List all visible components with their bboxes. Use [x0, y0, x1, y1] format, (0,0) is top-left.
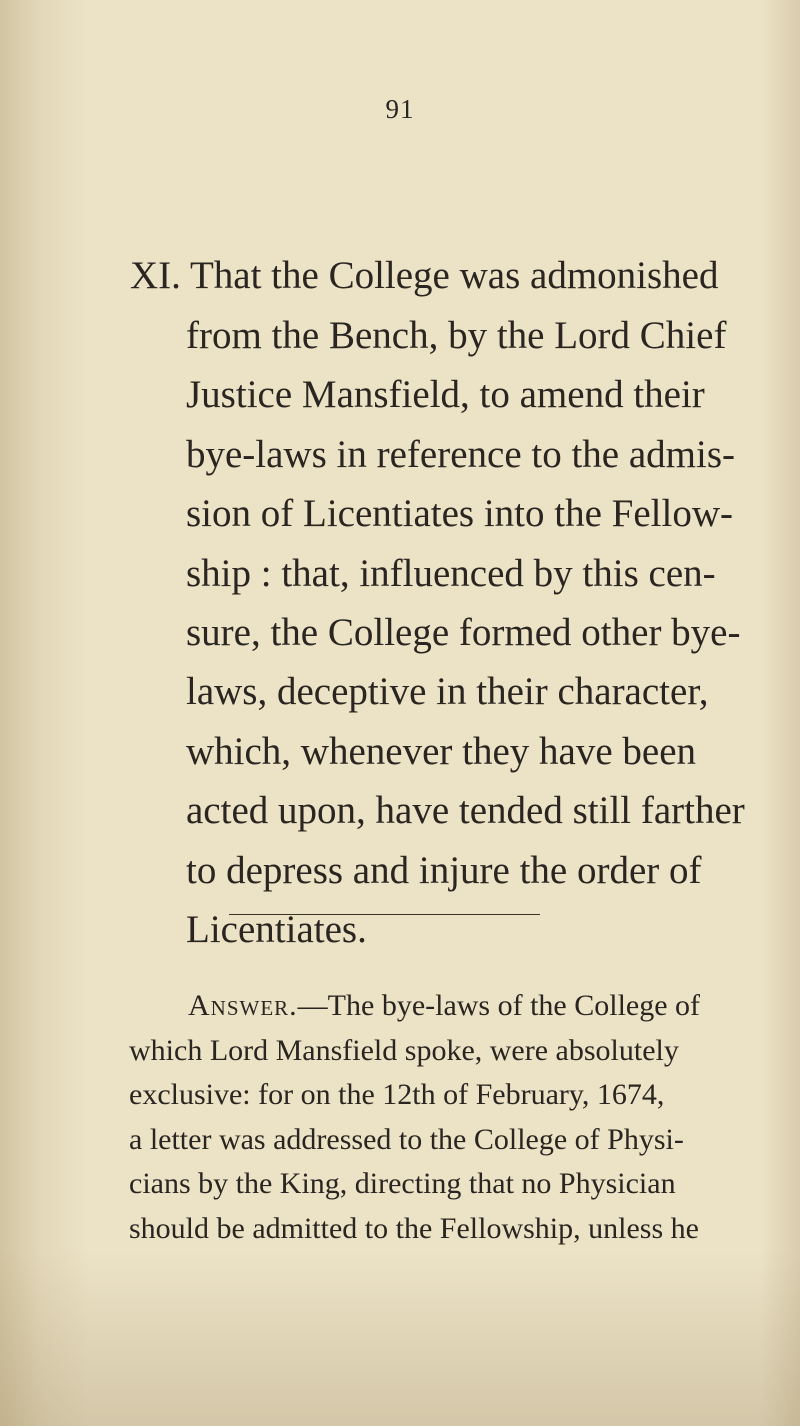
- section-line-3: Justice Mansfield, to amend their: [186, 373, 705, 416]
- section-line-12: Licentiates.: [186, 908, 367, 951]
- section-label: XI.: [130, 254, 181, 297]
- section-line-10: acted upon, have tended still farther: [186, 789, 745, 832]
- section-line-6: ship : that, influenced by this cen-: [186, 552, 716, 595]
- answer-line-2: which Lord Mansfield spoke, were absolutely: [129, 1034, 679, 1067]
- answer-label: Answer.: [188, 989, 298, 1022]
- answer-line-6: should be admitted to the Fellowship, unless he: [129, 1212, 699, 1245]
- section-divider: [229, 914, 540, 915]
- section-line-1: XI. That the College was admonished: [130, 254, 719, 297]
- answer-line-1: Answer.—The bye-laws of the College of: [188, 989, 701, 1022]
- section-line-11: to depress and injure the order of: [186, 849, 702, 892]
- section-line-5: sion of Licentiates into the Fellow-: [186, 492, 733, 535]
- section-line-8: laws, deceptive in their character,: [186, 670, 709, 713]
- page-number: 91: [385, 94, 415, 124]
- section-line-2: from the Bench, by the Lord Chief: [186, 314, 727, 357]
- section-line-7: sure, the College formed other bye-: [186, 611, 741, 654]
- answer-line-4: a letter was addressed to the College of Physi-: [129, 1123, 684, 1156]
- answer-line-3: exclusive: for on the 12th of February, 1674,: [129, 1078, 665, 1111]
- section-line-4: bye-laws in reference to the admis-: [186, 433, 736, 476]
- section-line-9: which, whenever they have been: [186, 730, 697, 773]
- answer-line-5: cians by the King, directing that no Physician: [129, 1167, 676, 1200]
